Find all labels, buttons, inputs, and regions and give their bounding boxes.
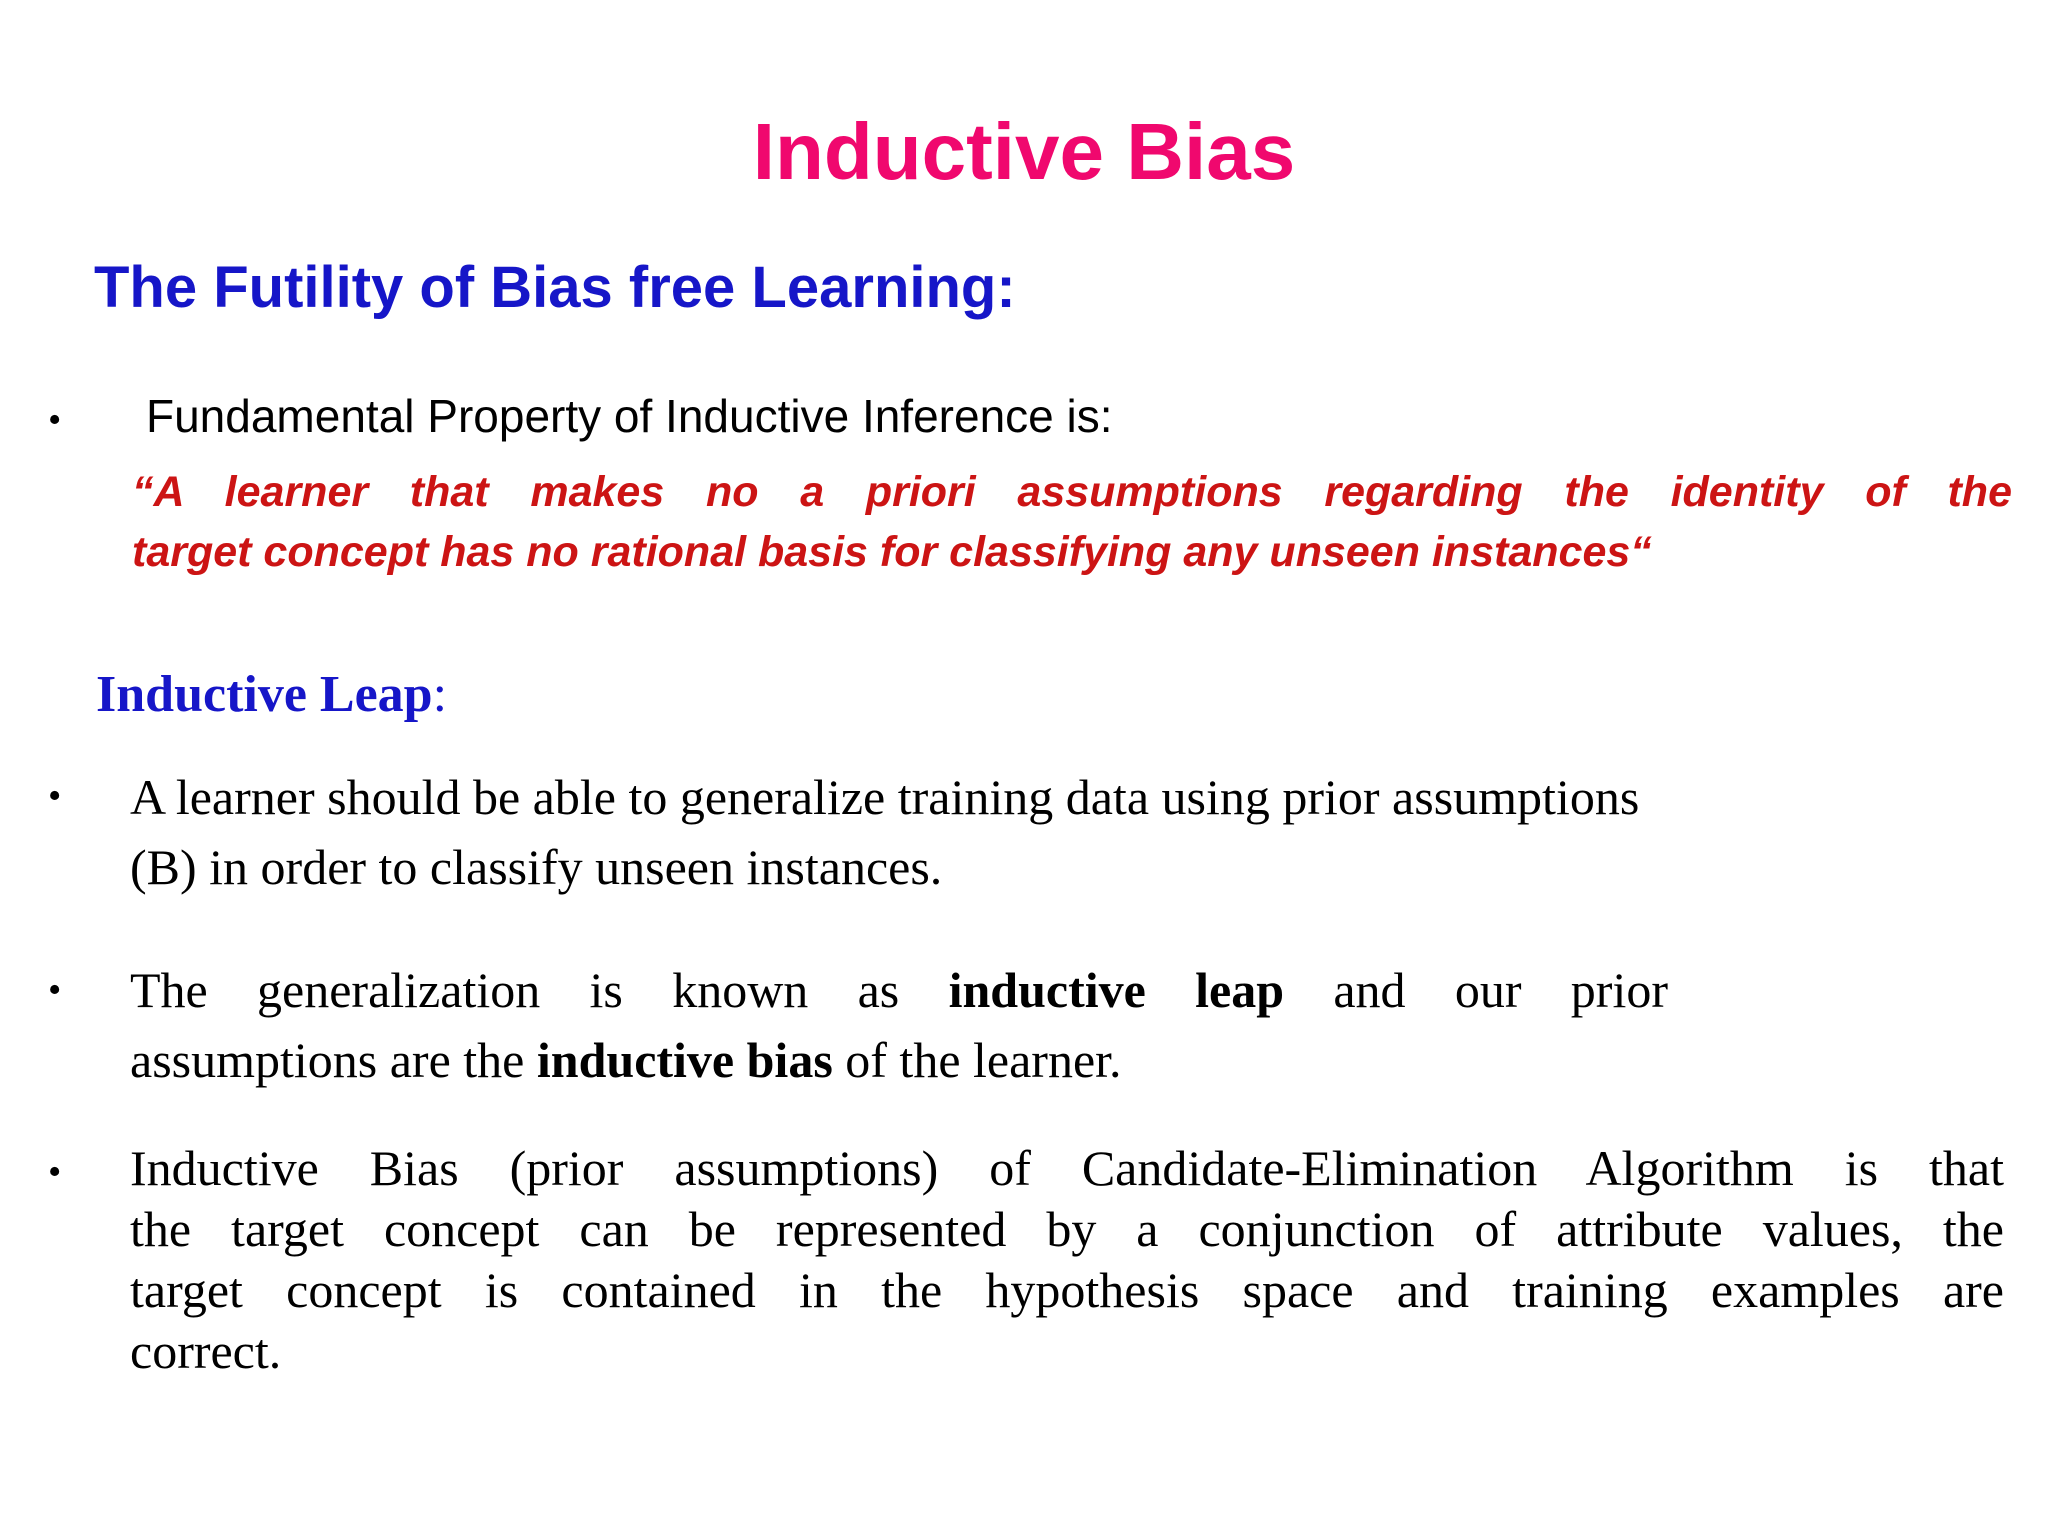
leap-bullet-3	[130, 1138, 2004, 1382]
leap-bullet-2-text-c: and our prior	[1284, 962, 1668, 1018]
fundamental-property-text: Fundamental Property of Inductive Inference is:	[146, 390, 1113, 442]
leap-bullet-1-line-1: A learner should be able to generalize training data using prior assumptions	[130, 769, 1640, 825]
quote-block	[132, 462, 2012, 582]
leap-bullet-2-text-d: assumptions are the	[130, 1032, 537, 1088]
leap-bullet-1-line-2: (B) in order to classify unseen instances.	[130, 839, 943, 895]
leap-bullet-3-line-2: the target concept can be represented by a conjunction of attribute values, the	[130, 1201, 2004, 1257]
leap-bullet-2-text-a: The generalization is known as	[130, 962, 949, 1018]
section-heading-inductive-leap	[96, 664, 447, 726]
inductive-leap-term: inductive leap	[948, 962, 1285, 1018]
leap-bullet-2-text-f: of the learner.	[832, 1032, 1122, 1088]
quote-line-1: “A learner that makes no a priori assumptions regarding the identity of the	[132, 468, 2012, 516]
inductive-leap-colon: :	[432, 666, 448, 723]
bullet-icon: •	[48, 969, 62, 1011]
leap-bullet-3-line-1: Inductive Bias (prior assumptions) of Candidate-Elimination Algorithm is that	[130, 1140, 2004, 1196]
section-heading-futility: The Futility of Bias free Learning:	[94, 255, 1016, 320]
quote-line-2: target concept has no rational basis for classifying any unseen instances“	[132, 528, 1652, 576]
leap-bullet-1	[130, 762, 1639, 902]
inductive-bias-term: inductive bias	[536, 1032, 833, 1088]
leap-bullet-2-line-2	[130, 1025, 1668, 1095]
bullet-icon: •	[48, 775, 62, 817]
leap-bullet-2	[130, 955, 1668, 1095]
leap-bullet-3-line-4: correct.	[130, 1323, 282, 1379]
bullet-icon: •	[48, 399, 62, 441]
slide-title: Inductive Bias	[752, 107, 1296, 196]
leap-bullet-3-line-3: target concept is contained in the hypothesis space and training examples are	[130, 1262, 2004, 1318]
leap-bullet-2-line-1	[130, 955, 1668, 1025]
inductive-leap-label: Inductive Leap	[96, 666, 433, 723]
bullet-icon: •	[48, 1151, 62, 1193]
